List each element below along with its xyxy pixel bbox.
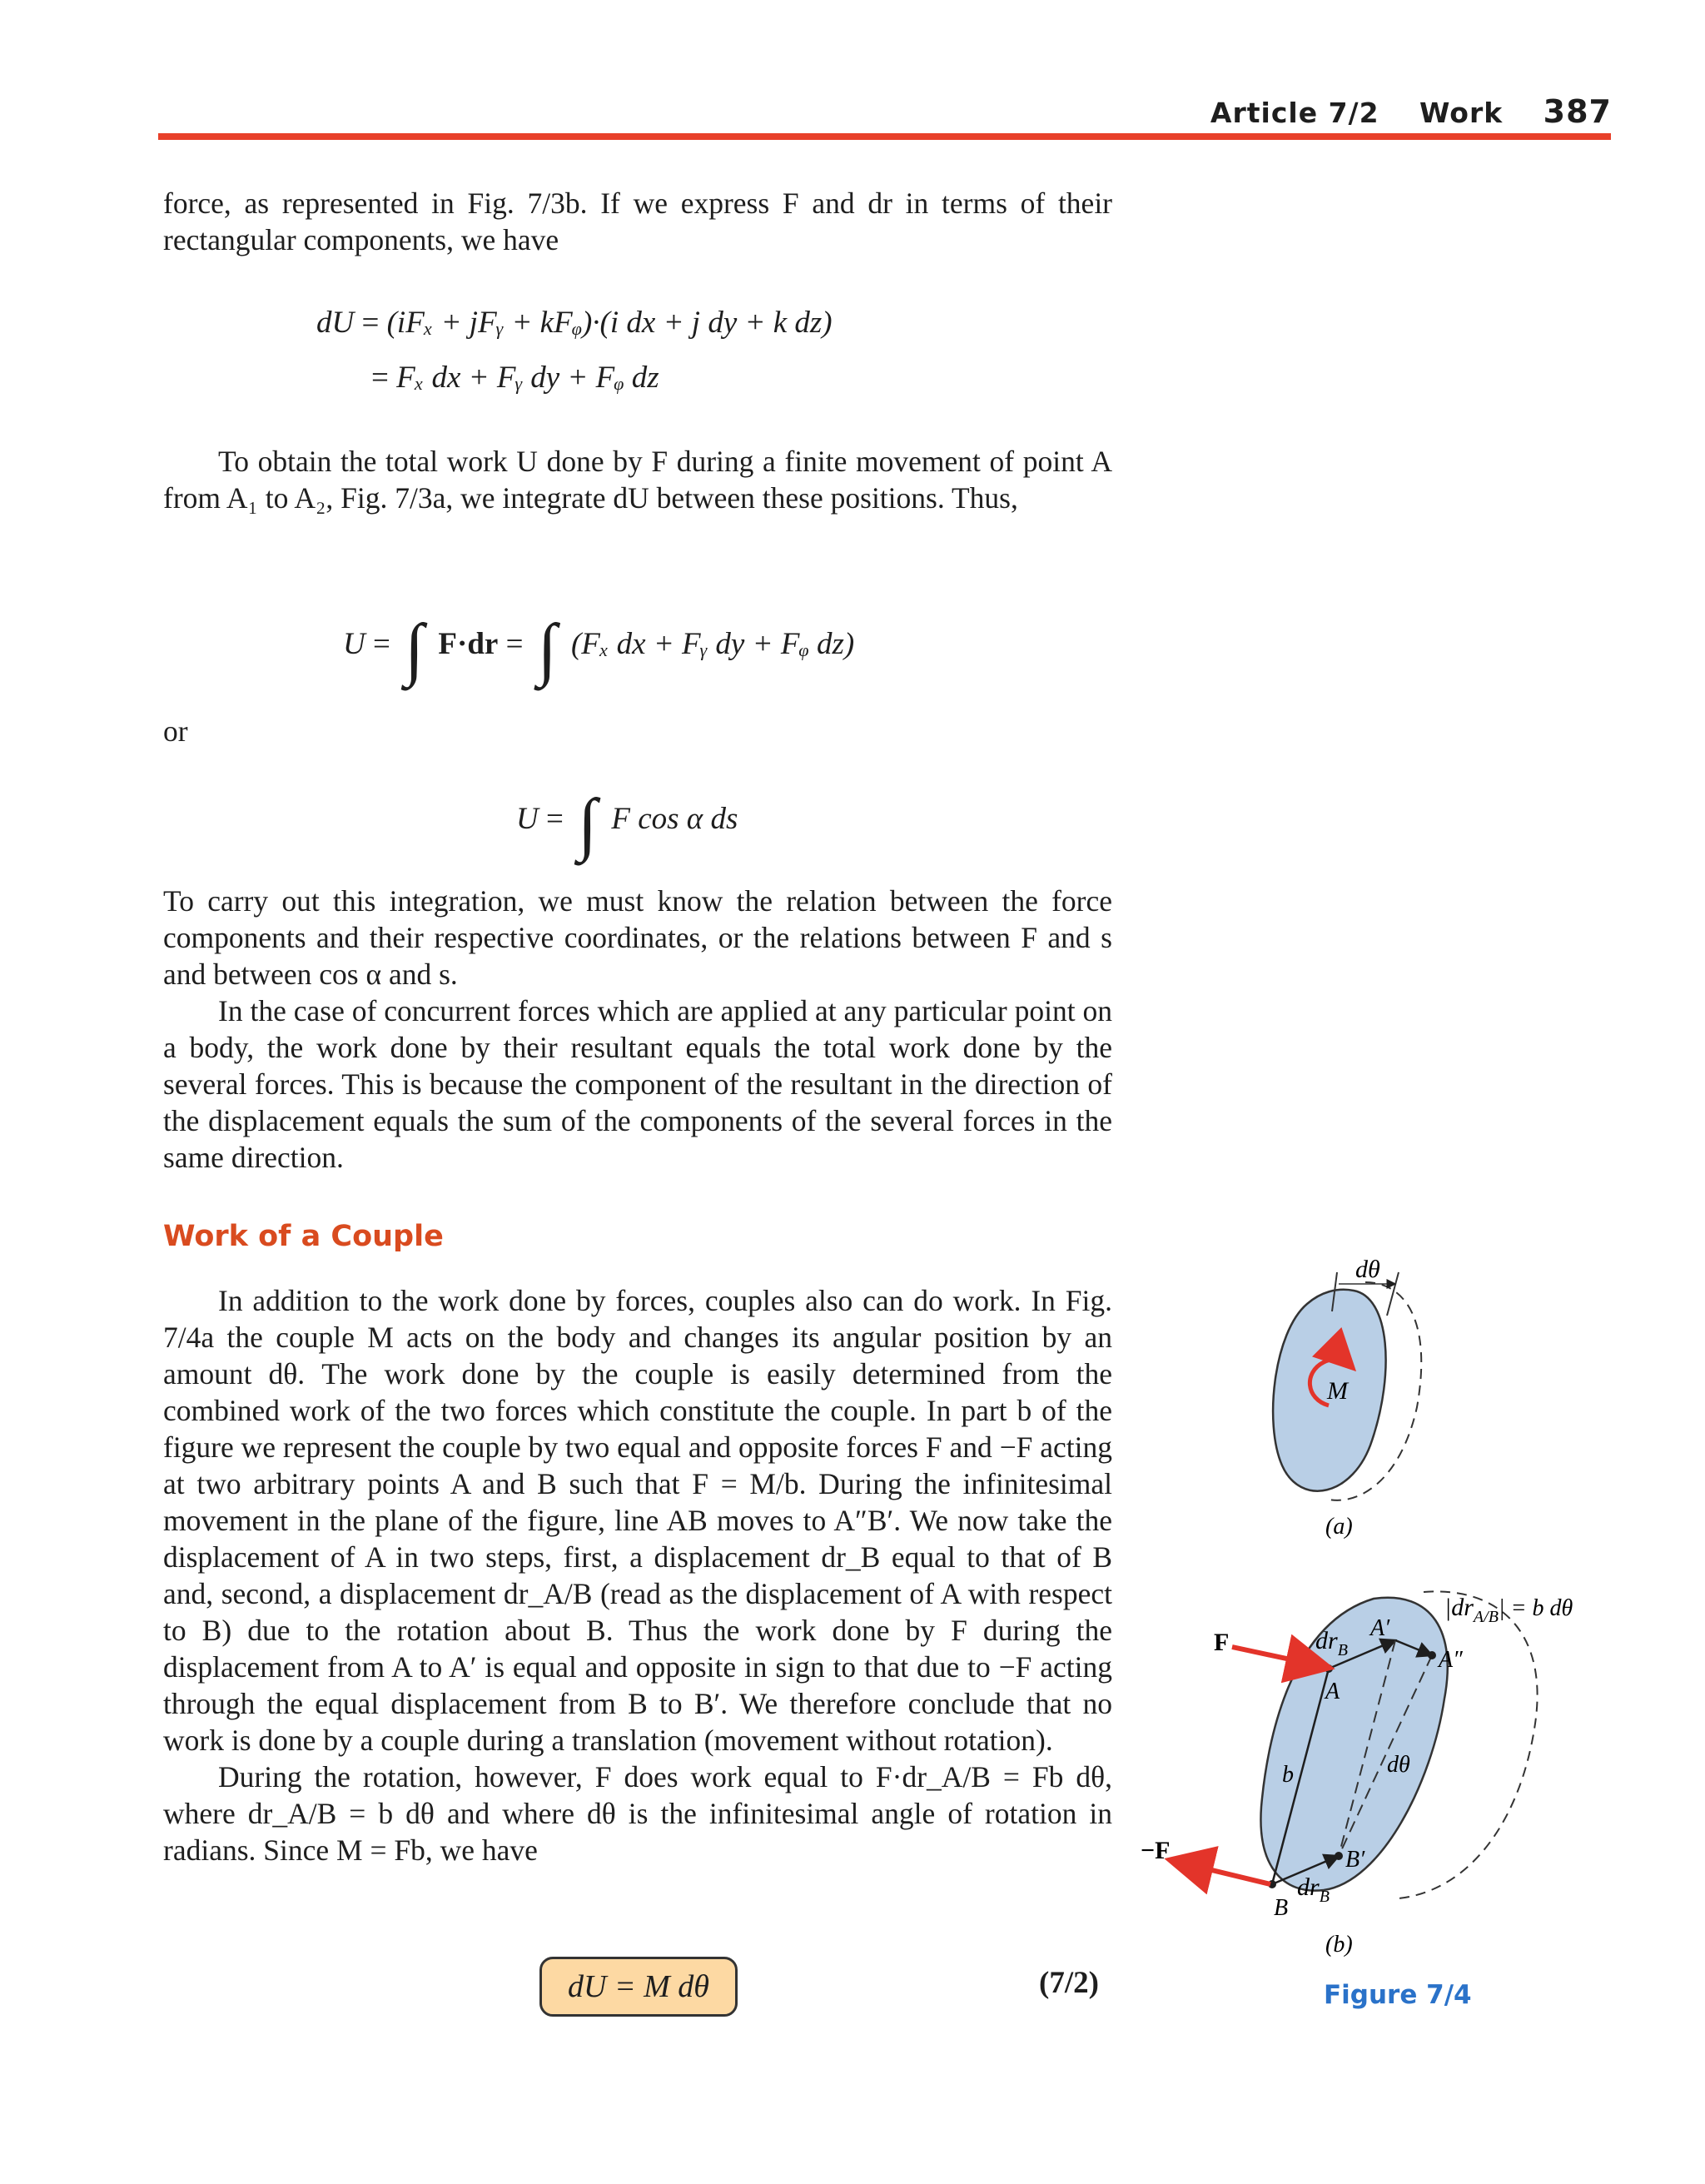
drAB-label: $|dr_{A/B}| = b$ dθ — [1444, 1594, 1573, 1626]
equation-du-line1: dU = (iFₓ + jFᵧ + kFᵩ)·(i dx + j dy + k dz) — [316, 306, 833, 340]
eq2-mid: F·dr — [438, 627, 499, 661]
eq3-lhs: U — [516, 802, 539, 836]
F-label: F — [1214, 1629, 1230, 1656]
header-rule — [158, 133, 1611, 140]
equation-number: (7/2) — [1039, 1966, 1099, 2000]
or-word — [163, 713, 1112, 749]
point-A-prime-label: A′ — [1370, 1615, 1390, 1641]
equation-du-line2: = Fₓ dx + Fᵧ dy + Fᵩ dz — [371, 361, 659, 395]
paragraph-5-6 — [163, 1282, 1112, 1868]
point-A-label: A — [1325, 1679, 1340, 1704]
eq2-lhs: U — [343, 627, 365, 661]
paragraph-5-text: In addition to the work done by forces, couples also can do work. In Fig. 7/4a the couple M acts on the body and changes its angular position by an amount dθ. The work done by the couple is easily determined from the combined work of the two forces which constitute the couple. In part b of the figure we represent the couple by two equal and opposite forces F and −F acting at two arbitrary points A and B such that F = M/b. During the infinitesimal movement in the plane of the figure, line AB moves to A″B′. We now take the displacement of A in two steps, first, a displacement dr_B equal to that of B and, second, a displacement dr_A/B (read as the displacement of A with respect to B) due to the rotation about B. Thus the work done by F during the displacement from A to A′ is equal and opposite in sign to that due to −F acting through the equal displacement from B to B′. We therefore conclude that no work is done by a couple during a translation (movement without rotation). — [163, 1284, 1112, 1757]
boxed-equation: dU = M dθ — [539, 1957, 738, 2017]
eq2-rhs: (Fₓ dx + Fᵧ dy + Fᵩ dz) — [570, 627, 855, 661]
paragraph-1-text: force, as represented in Fig. 7/3b. If we express F and dr in terms of their rectangular components, we have — [163, 187, 1112, 256]
paragraph-3-text: To carry out this integration, we must know the relation between the force components and their respective coordinates, or the relations between F and s and between cos α and s. — [163, 884, 1112, 991]
equation-work-integral: U = ∫ F·dr = ∫ (Fₓ dx + Fᵧ dy + Fᵩ dz) — [343, 610, 855, 688]
drB-label-bottom: $dr_B$ — [1297, 1873, 1330, 1906]
length-b-label: b — [1282, 1762, 1294, 1788]
header-title: Work — [1419, 97, 1504, 129]
negF-label: −F — [1141, 1837, 1171, 1864]
eq3-rhs: F cos α ds — [611, 802, 738, 836]
couple-M-label: M — [1327, 1377, 1348, 1405]
eq1-line1: (iFₓ + jFᵧ + kFᵩ)·(i dx + j dy + k dz) — [386, 306, 833, 340]
point-A-dprime-label: A″ — [1439, 1647, 1463, 1673]
dtheta-label-a: dθ — [1355, 1256, 1380, 1283]
eq1-line2: Fₓ dx + Fᵧ dy + Fᵩ dz — [396, 361, 659, 395]
figure-part-a — [1273, 1256, 1421, 1540]
eq1-lhs: dU — [316, 306, 355, 340]
point-B-label: B — [1274, 1895, 1289, 1921]
page-number: 387 — [1543, 93, 1612, 130]
paragraph-4-text: In the case of concurrent forces which are applied at any particular point on a body, the work done by their resultant equals the total work done by the several forces. This is because the component of the resultant in the direction of the displacement equals the sum of the components of the several forces in the same direction. — [163, 994, 1112, 1174]
part-a-label: (a) — [1325, 1514, 1353, 1540]
figure-7-4 — [1107, 1232, 1640, 1982]
running-header — [1181, 93, 1612, 135]
paragraph-2-text: To obtain the total work U done by F during a finite movement of point A from A₁ to A₂, Fig. 7/3a, we integrate dU between these positions. Thus, — [163, 445, 1112, 515]
dtheta-label-b: dθ — [1387, 1752, 1410, 1778]
paragraph-6-text: During the rotation, however, F does work equal to F·dr_A/B = Fb dθ, where dr_A/B = b dθ and where dθ is the infinitesimal angle of rotation in radians. Since M = Fb, we have — [163, 1760, 1112, 1867]
force-negF-arrow — [1174, 1861, 1270, 1884]
point-B-prime-label: B′ — [1345, 1847, 1365, 1873]
drB-label-top: $dr_B$ — [1315, 1627, 1348, 1659]
figure-caption: Figure 7/4 — [1324, 1980, 1472, 2010]
equation-cos-integral: U = ∫ F cos α ds — [516, 785, 738, 863]
article-label: Article 7/2 — [1210, 97, 1379, 129]
paragraph-2 — [163, 443, 1112, 516]
or-text: or — [163, 714, 188, 748]
paragraph-3-4 — [163, 883, 1112, 1176]
part-b-label: (b) — [1325, 1932, 1353, 1958]
figure-part-b — [1141, 1591, 1573, 1958]
section-heading: Work of a Couple — [163, 1220, 444, 1253]
paragraph-1 — [163, 185, 1112, 258]
